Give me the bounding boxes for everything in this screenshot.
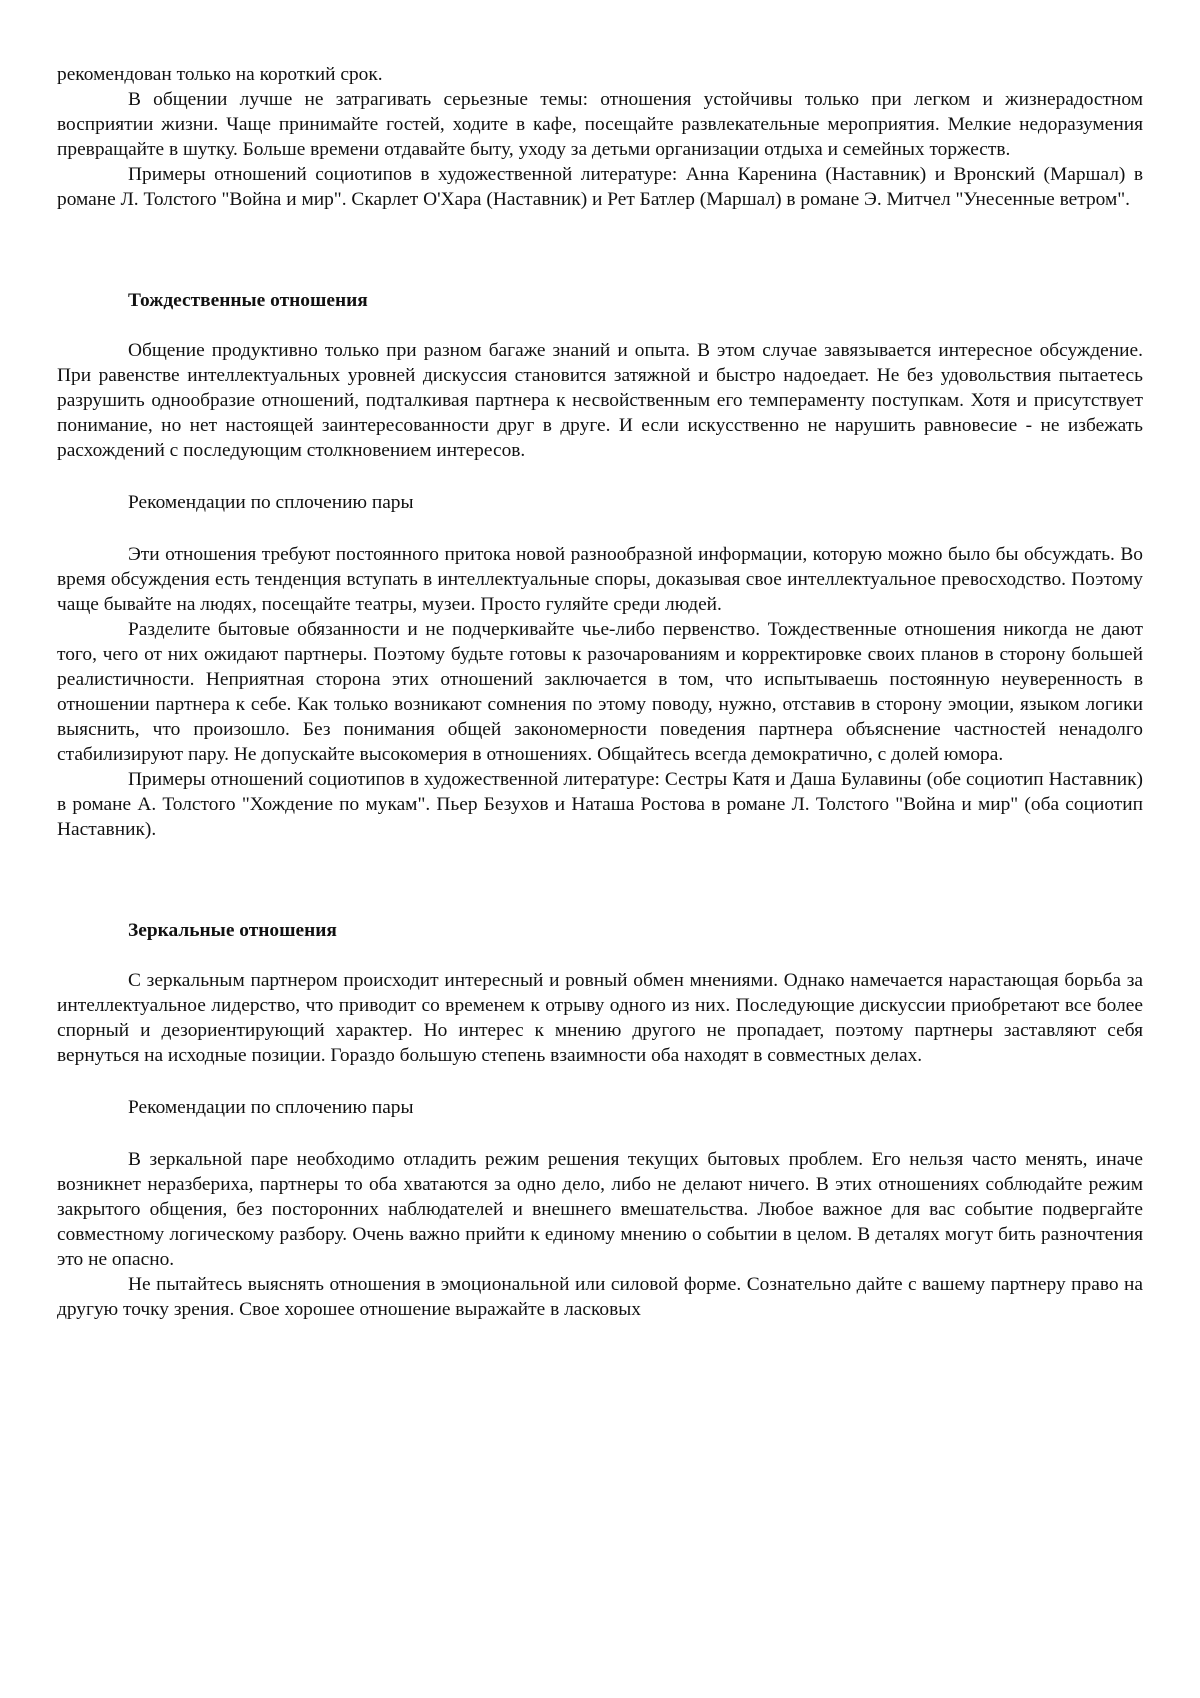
paragraph-mirror-rec-1: В зеркальной паре необходимо отладить режим решения текущих бытовых проблем. Его нельзя часто менять, иначе возникнет неразбериха, партнеры то оба хватаются за одно дело, либо не делают ничего. В этих отношениях соблюдайте режим закрытого общения, без посторонних наблюдателей и внешнего вмешательства. Любое важное для вас событие подвергайте совместному логическому разбору. Очень важно прийти к единому мнению о событии в целом. В деталях могут бить разночтения это не опасно. [57, 1149, 1143, 1270]
paragraph-mirror-intro: С зеркальным партнером происходит интересный и ровный обмен мнениями. Однако намечается нарастающая борьба за интеллектуальное лидерство, что приводит со временем к отрыву одного из них. Последующие дискуссии приобретают все более спорный и дезориентирующий характер. Но интерес к мнению другого не пропадает, поэтому партнеры заставляют себя вернуться на исходные позиции. Гораздо большую степень взаимности оба находят в совместных делах. [57, 970, 1143, 1066]
spacer [57, 1068, 1143, 1095]
spacer [57, 313, 1143, 338]
paragraph-identical-rec-1: Эти отношения требуют постоянного притока новой разнообразной информации, которую можно было бы обсуждать. Во время обсуждения есть тенденция вступать в интеллектуальные споры, доказывая свое интеллектуальное превосходство. Поэтому чаще бывайте на людях, посещайте театры, музеи. Просто гуляйте среди людей. [57, 544, 1143, 615]
section-heading-mirror: Зеркальные отношения [128, 920, 337, 941]
section-heading-identical: Тождественные отношения [128, 290, 368, 311]
spacer [57, 212, 1143, 288]
spacer [57, 842, 1143, 918]
spacer [57, 943, 1143, 968]
paragraph-identical-examples: Примеры отношений социотипов в художественной литературе: Сестры Катя и Даша Булавины (обе социотип Наставник) в романе А. Толстого "Хождение по мукам". Пьер Безухов и Наташа Ростова в романе Л. Толстого "Война и мир" (оба социотип Наставник). [57, 769, 1143, 840]
paragraph-literature-examples: Примеры отношений социотипов в художественной литературе: Анна Каренина (Наставник) и Вронский (Маршал) в романе Л. Толстого "Война и мир". Скарлет О'Хара (Наставник) и Рет Батлер (Маршал) в романе Э. Митчел "Унесенные ветром". [57, 164, 1143, 210]
paragraph-communication: В общении лучше не затрагивать серьезные темы: отношения устойчивы только при легком и жизнерадостном восприятии жизни. Чаще принимайте гостей, ходите в кафе, посещайте развлекательные мероприятия. Мелкие недоразумения превращайте в шутку. Больше времени отдавайте быту, уходу за детьми организации отдыха и семейных торжеств. [57, 89, 1143, 160]
subheading-recommendations-mirror: Рекомендации по сплочению пары [128, 1097, 414, 1118]
paragraph-identical-intro: Общение продуктивно только при разном багаже знаний и опыта. В этом случае завязывается интересное обсуждение. При равенстве интеллектуальных уровней дискуссия становится затяжной и быстро надоедает. Не без удовольствия пытаетесь разрушить однообразие отношений, подталкивая партнера к несвойственным его темпераменту поступкам. Хотя и присутствует понимание, но нет настоящей заинтересованности друг в друге. И если искусственно не нарушить равновесие - не избежать расхождений с последующим столкновением интересов. [57, 340, 1143, 461]
paragraph-continuation: рекомендован только на короткий срок. [57, 64, 383, 85]
paragraph-mirror-rec-2: Не пытайтесь выяснять отношения в эмоциональной или силовой форме. Сознательно дайте с вашему партнеру право на другую точку зрения. Свое хорошее отношение выражайте в ласковых [57, 1274, 1143, 1320]
spacer [57, 463, 1143, 490]
spacer [57, 515, 1143, 542]
document-page [57, 62, 1143, 1322]
subheading-recommendations-identical: Рекомендации по сплочению пары [128, 492, 414, 513]
spacer [57, 1120, 1143, 1147]
paragraph-identical-rec-2: Разделите бытовые обязанности и не подчеркивайте чье-либо первенство. Тождественные отношения никогда не дают того, чего от них ожидают партнеры. Поэтому будьте готовы к разочарованиям и корректировке своих планов в сторону большей реалистичности. Неприятная сторона этих отношений заключается в том, что испытываешь постоянную неуверенность в отношении партнера к себе. Как только возникают сомнения по этому поводу, нужно, отставив в сторону эмоции, языком логики выяснить, что произошло. Без понимания общей закономерности поведения партнера объяснение частностей ненадолго стабилизируют пару. Не допускайте высокомерия в отношениях. Общайтесь всегда демократично, с долей юмора. [57, 619, 1143, 765]
